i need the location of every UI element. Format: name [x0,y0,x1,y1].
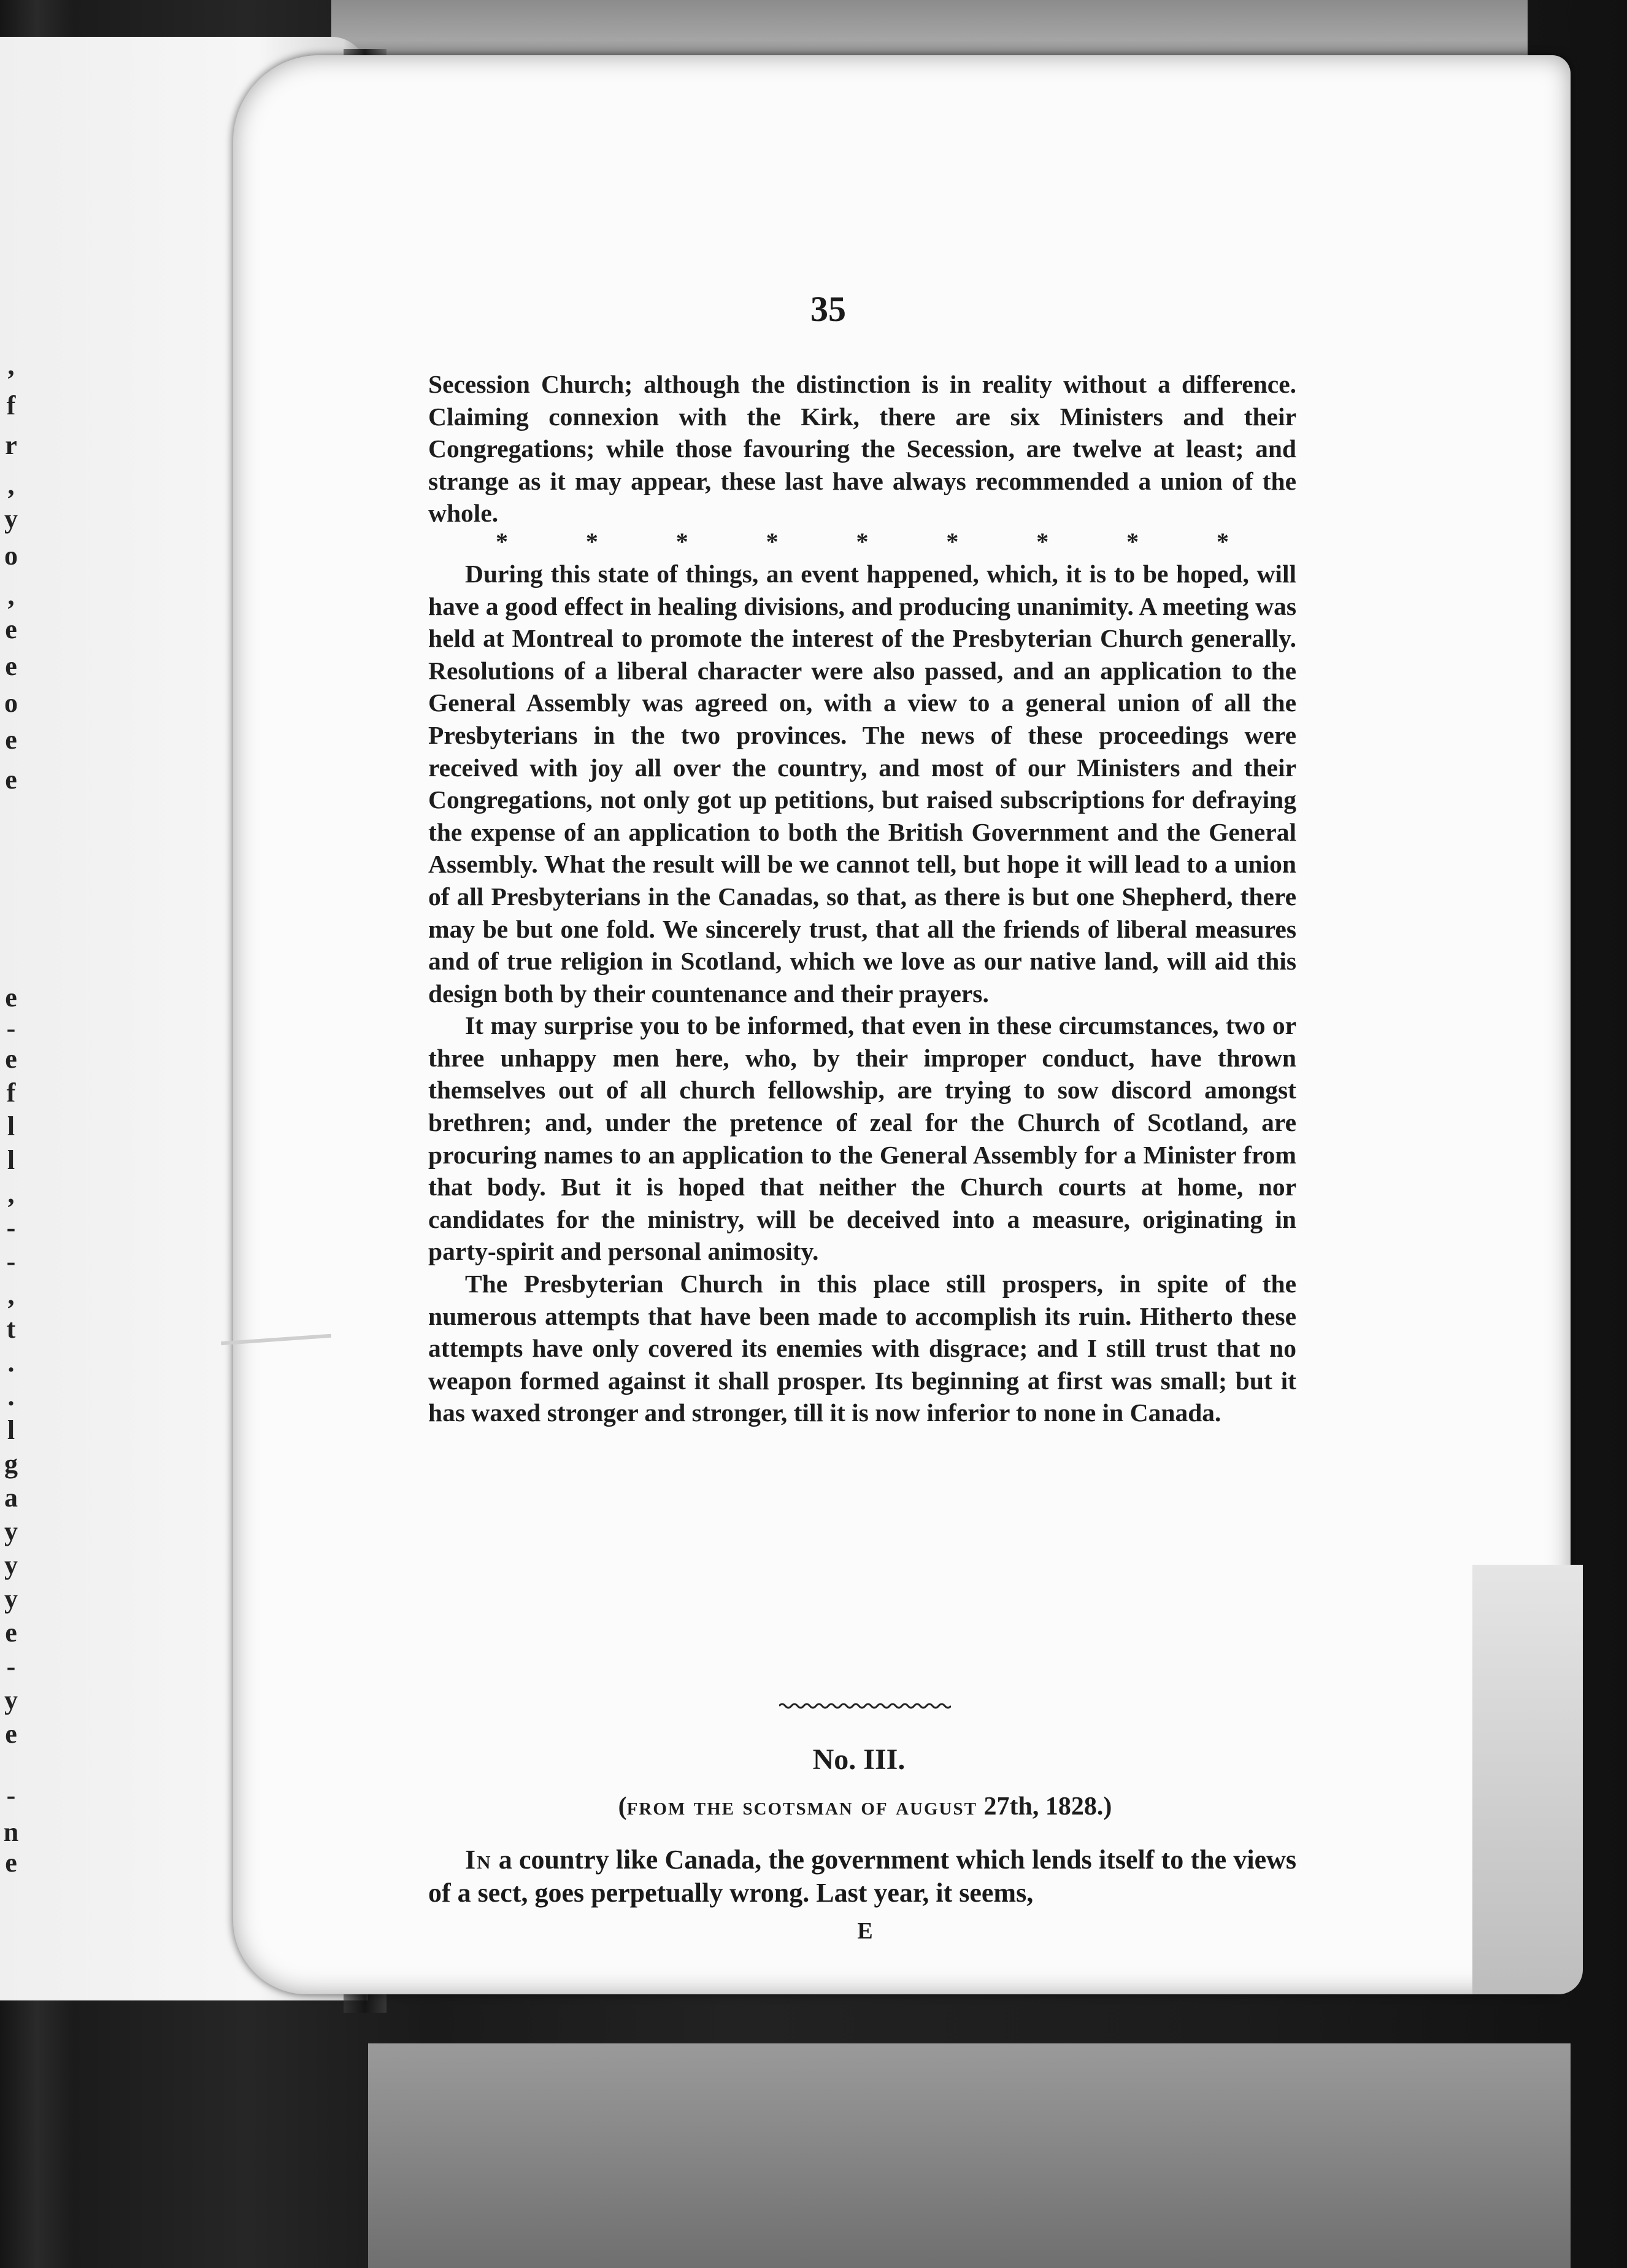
paragraph-event: During this state of things, an event happened, which, it is to be hoped, will have a good effect in healing divisions, and producing unanimity. A meeting was held at Montreal to promote the interest of the Presbyterian Church generally. Resolutions of a liberal character were also passed, and an application to the General Assembly was agreed on, with a view to a general union of all the Presbyterians in the two provinces. The news of these proceedings were received with joy all over the country, and most of our Ministers and their Congregations, not only got up petitions, but raised subscriptions for defraying the expense of an application to both the British Government and the General Assembly. What the result will be we cannot tell, but hope it will lead to a union of all Presbyterians in the Canadas, so that, as there is but one Shepherd, there may be but one fold. We sincerely trust, that all the friends of liberal measures and of true religion in Scotland, which we love as our native land, will aid this design both by their countenance and their prayers. [428,559,1296,1008]
section-heading: No. III. [812,1743,906,1776]
source-date: 27th, 1828. [983,1792,1104,1821]
left-margin-char: . [7,1348,15,1378]
asterisk: * [496,527,508,555]
ornamental-divider [779,1702,951,1710]
left-margin-char: e [5,725,17,755]
left-margin-char: f [6,390,16,420]
left-margin-char: f [6,1078,16,1108]
dropcap-word: In [465,1845,492,1875]
left-margin-char: g [4,1449,18,1479]
source-line [491,1792,1239,1821]
left-margin-char: , [7,1280,15,1310]
page-number: 35 [810,289,846,329]
left-margin-char: y [4,504,18,534]
asterisk-separator [428,527,1296,558]
source-close-paren: ) [1103,1792,1112,1821]
left-margin-char: n [3,1817,19,1847]
left-margin-char: y [4,1685,18,1715]
left-margin-char: e [5,765,17,795]
left-margin-char: o [4,688,18,718]
left-margin-char: - [6,1780,16,1810]
left-margin-char: , [7,580,15,611]
paragraph-prospers: The Presbyterian Church in this place still prospers, in spite of the numerous attempts that have been made to accomplish its ruin. Hitherto these attempts have only covered its enemies with disgrace; and I still trust that no weapon formed against it shall prosper. Its beginning at first was small; but it has waxed stronger and stronger, till it is now inferior to none in Canada. [428,1270,1296,1427]
body-text [428,368,1296,1429]
final-paragraph [428,1843,1296,1910]
left-margin-char: - [6,1246,16,1276]
asterisk: * [675,527,688,555]
final-paragraph-text: a country like Canada, the government which lends itself to the views of a sect, goes perpetually wrong. Last year, it seems, [428,1845,1296,1908]
left-margin-char: , [7,350,15,380]
left-margin-char: y [4,1550,18,1580]
left-margin-char: - [6,1651,16,1681]
left-margin-char: a [4,1483,18,1513]
left-margin-char: - [6,1213,16,1243]
left-margin-char: e [5,614,17,644]
left-margin-char: e [5,1618,17,1648]
asterisk: * [1126,527,1139,555]
left-margin-char: l [7,1145,15,1175]
asterisk: * [1217,527,1229,555]
signature-mark: E [857,1918,873,1944]
left-margin-char: y [4,1516,18,1546]
left-margin-char: l [7,1111,15,1141]
asterisk: * [766,527,779,555]
asterisk: * [1036,527,1049,555]
left-margin-char: e [5,651,17,681]
left-margin-char: r [5,430,17,460]
left-margin-char: e [5,1848,17,1878]
left-margin-char: e [5,1044,17,1074]
bottom-strip [368,2043,1571,2268]
left-margin-char: t [6,1314,16,1344]
asterisk: * [856,527,869,555]
source-publication: from the scotsman of august [626,1792,977,1821]
left-margin-char: y [4,1584,18,1614]
left-margin-char: l [7,1415,15,1445]
paragraph-secession: Secession Church; although the distinction is in reality without a difference. Claiming connexion with the Kirk, there are six Ministers and their Congregations; while those favouring the Secession, are twelve at least; and strange as it may appear, these last have always recommended a union of the whole. [428,370,1296,528]
paragraph-surprise: It may surprise you to be informed, that even in these circumstances, two or three unhappy men here, who, by their improper conduct, have thrown themselves out of all church fellowship, are trying to sow discord amongst brethren; and, under the pretence of zeal for the Church of Scotland, are procuring names to an application to the General Assembly for a Minister from that body. But it is hoped that neither the Church courts at home, nor candidates for the ministry, will be deceived into a measure, originating in party-spirit and personal animosity. [428,1011,1296,1266]
left-margin-char: , [7,470,15,500]
left-margin-char: o [4,541,18,571]
source-open-paren: ( [618,1792,627,1821]
asterisk: * [946,527,959,555]
asterisk: * [585,527,598,555]
left-margin-char: . [7,1381,15,1411]
left-margin-char: , [7,1179,15,1209]
left-margin-char: - [6,1013,16,1043]
left-margin-char: e [5,1719,17,1749]
left-margin-char: e [5,982,17,1012]
page-corner-edge [1472,1565,1583,1994]
